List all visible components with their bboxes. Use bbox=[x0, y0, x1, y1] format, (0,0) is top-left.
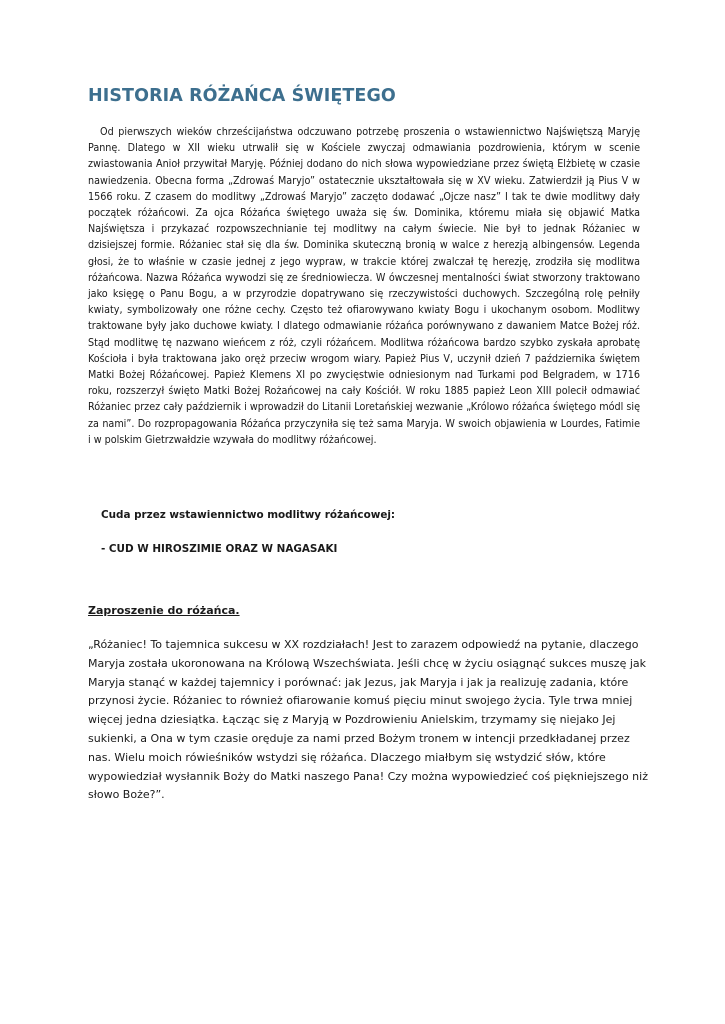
invitation-quote: „Różaniec! To tajemnica sukcesu w XX rozdziałach! Jest to zarazem odpowiedź na pytanie, dlaczego Maryja została ukoronowana na Królową Wszechświata. Jeśli chcę w życiu osiągnąć sukces muszę jak Maryja stanąć w każdej tajemnicy i porównać: jak Jezus, jak Maryja i jak ja realizuję zadania, które przynosi życie. Różaniec to również ofiarowanie komuś pięciu minut swojego życia. Tyle trwa mniej więcej jedna dziesiątka. Łącząc się z Maryją w Pozdrowieniu Anielskim, trzymamy się niejako Jej sukienki, a Ona w tym czasie oręduje za nami przed Bożym tronem w intencji przedkładanej przez nas. Wielu moich rówieśników wstydzi się różańca. Dlaczego miałbym się wstydzić słów, które wypowiedział wysłannik Boży do Matki naszego Pana! Czy można wypowiedzieć coś piękniejszego niż słowo Boże?”. bbox=[88, 638, 648, 802]
invitation-heading: Zaproszenie do różańca. bbox=[88, 604, 240, 617]
miracle-list-item: - CUD W HIROSZIMIE ORAZ W NAGASAKI bbox=[101, 543, 338, 555]
history-paragraph: Od pierwszych wieków chrześcijaństwa odczuwano potrzebę proszenia o wstawiennictwo Najświętszą Maryję Pannę. Dlatego w XII wieku utrwalił się w Kościele zwyczaj odmawiania pozdrowienia, którym w scenie zwiastowania Anioł przywitał Maryję. Później dodano do nich słowa wypowiedziane przez świętą Elżbietę w czasie nawiedzenia. Obecna forma „Zdrowaś Maryjo” ostatecznie ukształtowała się w XV wieku. Zatwierdził ją Pius V w 1566 roku. Z czasem do modlitwy „Zdrowaś Maryjo” zaczęto dodawać „Ojcze nasz” I tak te dwie modlitwy dały początek różańcowi. Za ojca Różańca świętego uważa się św. Dominika, któremu miała się objawić Matka Najświętsza i przykazać rozpowszechnianie tej modlitwy na całym świecie. Nie był to jednak Różaniec w dzisiejszej formie. Różaniec stał się dla św. Dominika skuteczną bronią w walce z herezją albingensów. Legenda głosi, że to właśnie w czasie jednej z jego wypraw, w trakcie której zwalczał tę herezję, zrodziła się modlitwa różańcowa. Nazwa Różańca wywodzi się ze średniowiecza. W ówczesnej mentalności świat stworzony traktowano jako księgę o Panu Bogu, a w przyrodzie dopatrywano się rzeczywistości duchowych. Szczególną rolę pełniły kwiaty, symbolizowały one różne cechy. Często też ofiarowywano kwiaty Bogu i ukochanym osobom. Modlitwy traktowane były jako duchowe kwiaty. I dlatego odmawianie różańca porównywano z dawaniem Matce Bożej róż. Stąd modlitwę tę nazwano wieńcem z róż, czyli różańcem. Modlitwa różańcowa bardzo szybko zyskała aprobatę Kościoła i była traktowana jako oręż przeciw wrogom wiary. Papież Pius V, uczynił dzień 7 października świętem Matki Bożej Różańcowej. Papież Klemens XI po zwycięstwie odniesionym nad Turkami pod Belgradem, w 1716 roku, rozszerzył święto Matki Bożej Rożańcowej na cały Kościół. W roku 1885 papież Leon XIII polecił odmawiać Różaniec przez cały październik i wprowadził do Litanii Loretańskiej wezwanie „Królowo różańca świętego módl się za nami”. Do rozpropagowania Różańca przyczyniła się też sama Maryja. W swoich objawienia w Lourdes, Fatimie i w polskim Gietrzwałdzie wzywała do modlitwy różańcowej. bbox=[88, 125, 640, 446]
page-title: HISTORIA RÓŻAŃCA ŚWIĘTEGO bbox=[88, 86, 396, 106]
miracles-heading: Cuda przez wstawiennictwo modlitwy różańcowej: bbox=[101, 509, 396, 521]
